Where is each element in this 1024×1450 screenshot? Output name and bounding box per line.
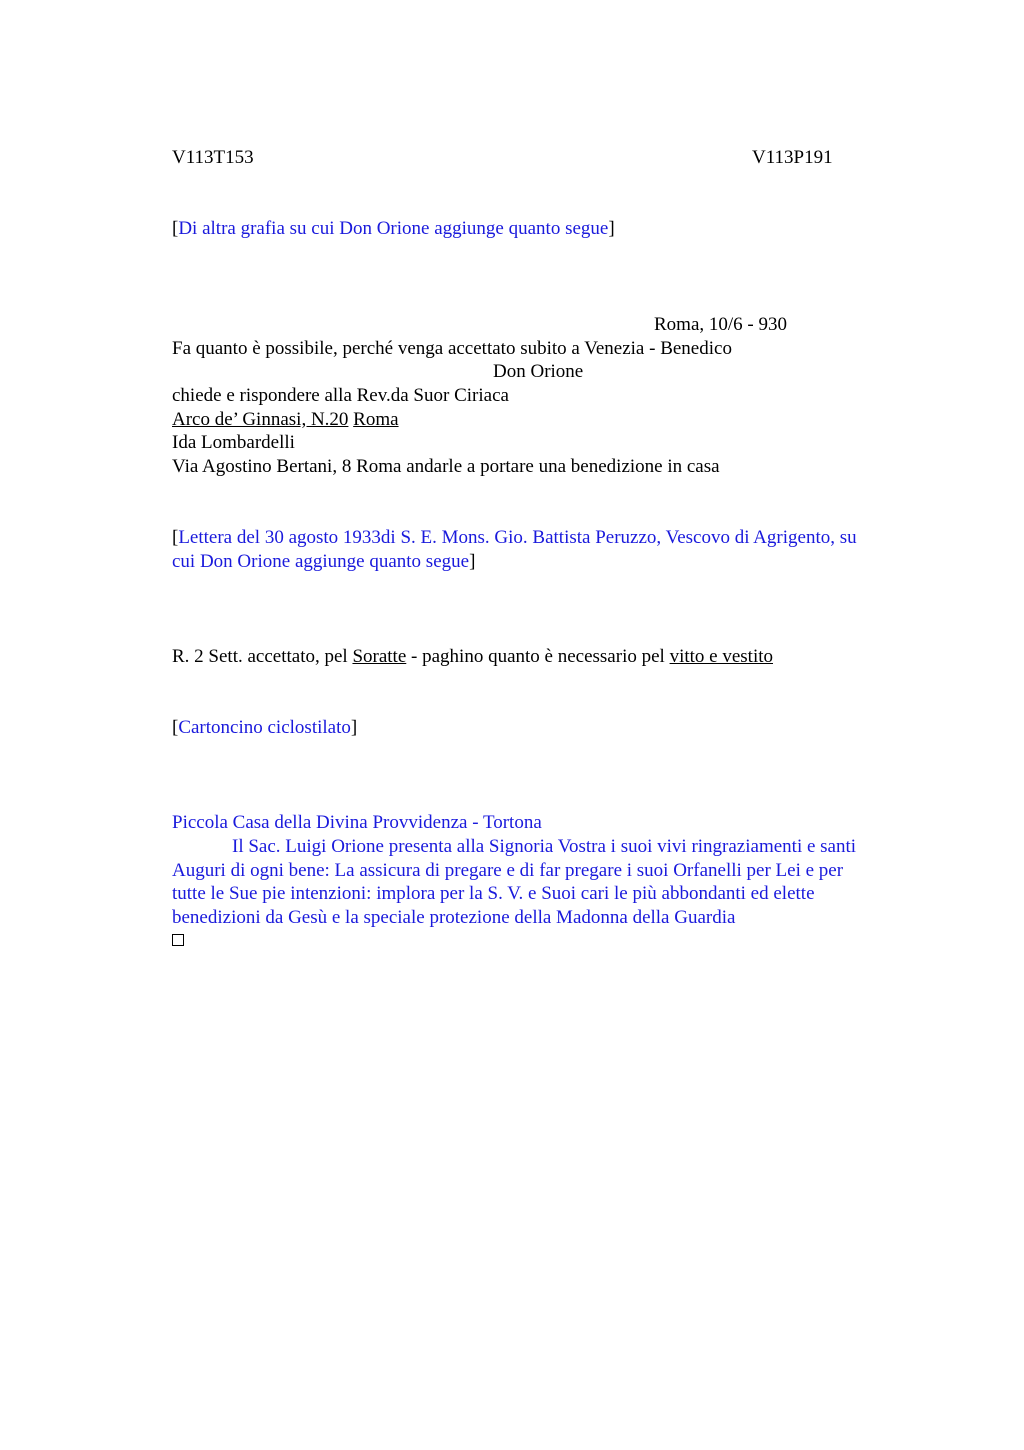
annotation-underlined: Soratte [352, 646, 407, 667]
address-line [172, 408, 399, 432]
bracket-open: [ [172, 527, 179, 548]
letter-line: Ida Lombardelli [172, 432, 295, 453]
bracket-close: ] [350, 717, 358, 738]
section1-editorial-note [172, 217, 615, 241]
editorial-note-text: Lettera del 30 agosto 1933di S. E. Mons. Gio. Battista Peruzzo, Vescovo di Agrigento, su [178, 527, 857, 548]
card-paragraph-line: benedizioni da Gesù e la speciale protezione della Madonna della Guardia [172, 907, 736, 928]
section2-editorial-note-line2 [172, 550, 475, 574]
card-paragraph-line: Il Sac. Luigi Orione presenta alla Signoria Vostra i suoi vivi ringraziamenti e santi [232, 836, 857, 857]
annotation-text: - paghino quanto è necessario pel [406, 646, 670, 667]
empty-box-icon [172, 934, 184, 946]
card-paragraph-line: Auguri di ogni bene: La assicura di pregare e di far pregare i suoi Orfanelli per Lei e per [172, 860, 844, 881]
section3-editorial-note [172, 716, 357, 740]
letter-line: Via Agostino Bertani, 8 Roma andarle a portare una benedizione in casa [172, 456, 720, 477]
bracket-close: ] [469, 551, 476, 572]
header-right-code: V113P191 [752, 147, 833, 168]
signature: Don Orione [493, 361, 584, 382]
address-city: Roma [353, 409, 399, 430]
bracket-open: [ [172, 717, 179, 738]
annotation-text: R. 2 Sett. accettato, pel [172, 646, 353, 667]
letter-date: Roma, 10/6 - 930 [654, 314, 787, 335]
letter-line: Fa quanto è possibile, perché venga accettato subito a Venezia - Benedico [172, 338, 732, 359]
section2-editorial-note-line1 [172, 526, 857, 550]
header-left-code: V113T153 [172, 147, 254, 168]
card-paragraph-line: tutte le Sue pie intenzioni: implora per la S. V. e Suoi cari le più abbondanti ed elette [172, 883, 815, 904]
bracket-close: ] [608, 218, 615, 239]
card-heading: Piccola Casa della Divina Provvidenza - Tortona [172, 812, 542, 833]
bracket-open: [ [172, 218, 179, 239]
editorial-note-text: cui Don Orione aggiunge quanto segue [172, 551, 470, 572]
editorial-note-text: Di altra grafia su cui Don Orione aggiunge quanto segue [178, 218, 609, 239]
annotation-underlined: vitto e vestito [669, 646, 773, 667]
address-street: Arco de’ Ginnasi, N.20 [172, 409, 349, 430]
annotation-line [172, 645, 773, 669]
letter-line: chiede e rispondere alla Rev.da Suor Ciriaca [172, 385, 509, 406]
editorial-note-text: Cartoncino ciclostilato [178, 717, 351, 738]
